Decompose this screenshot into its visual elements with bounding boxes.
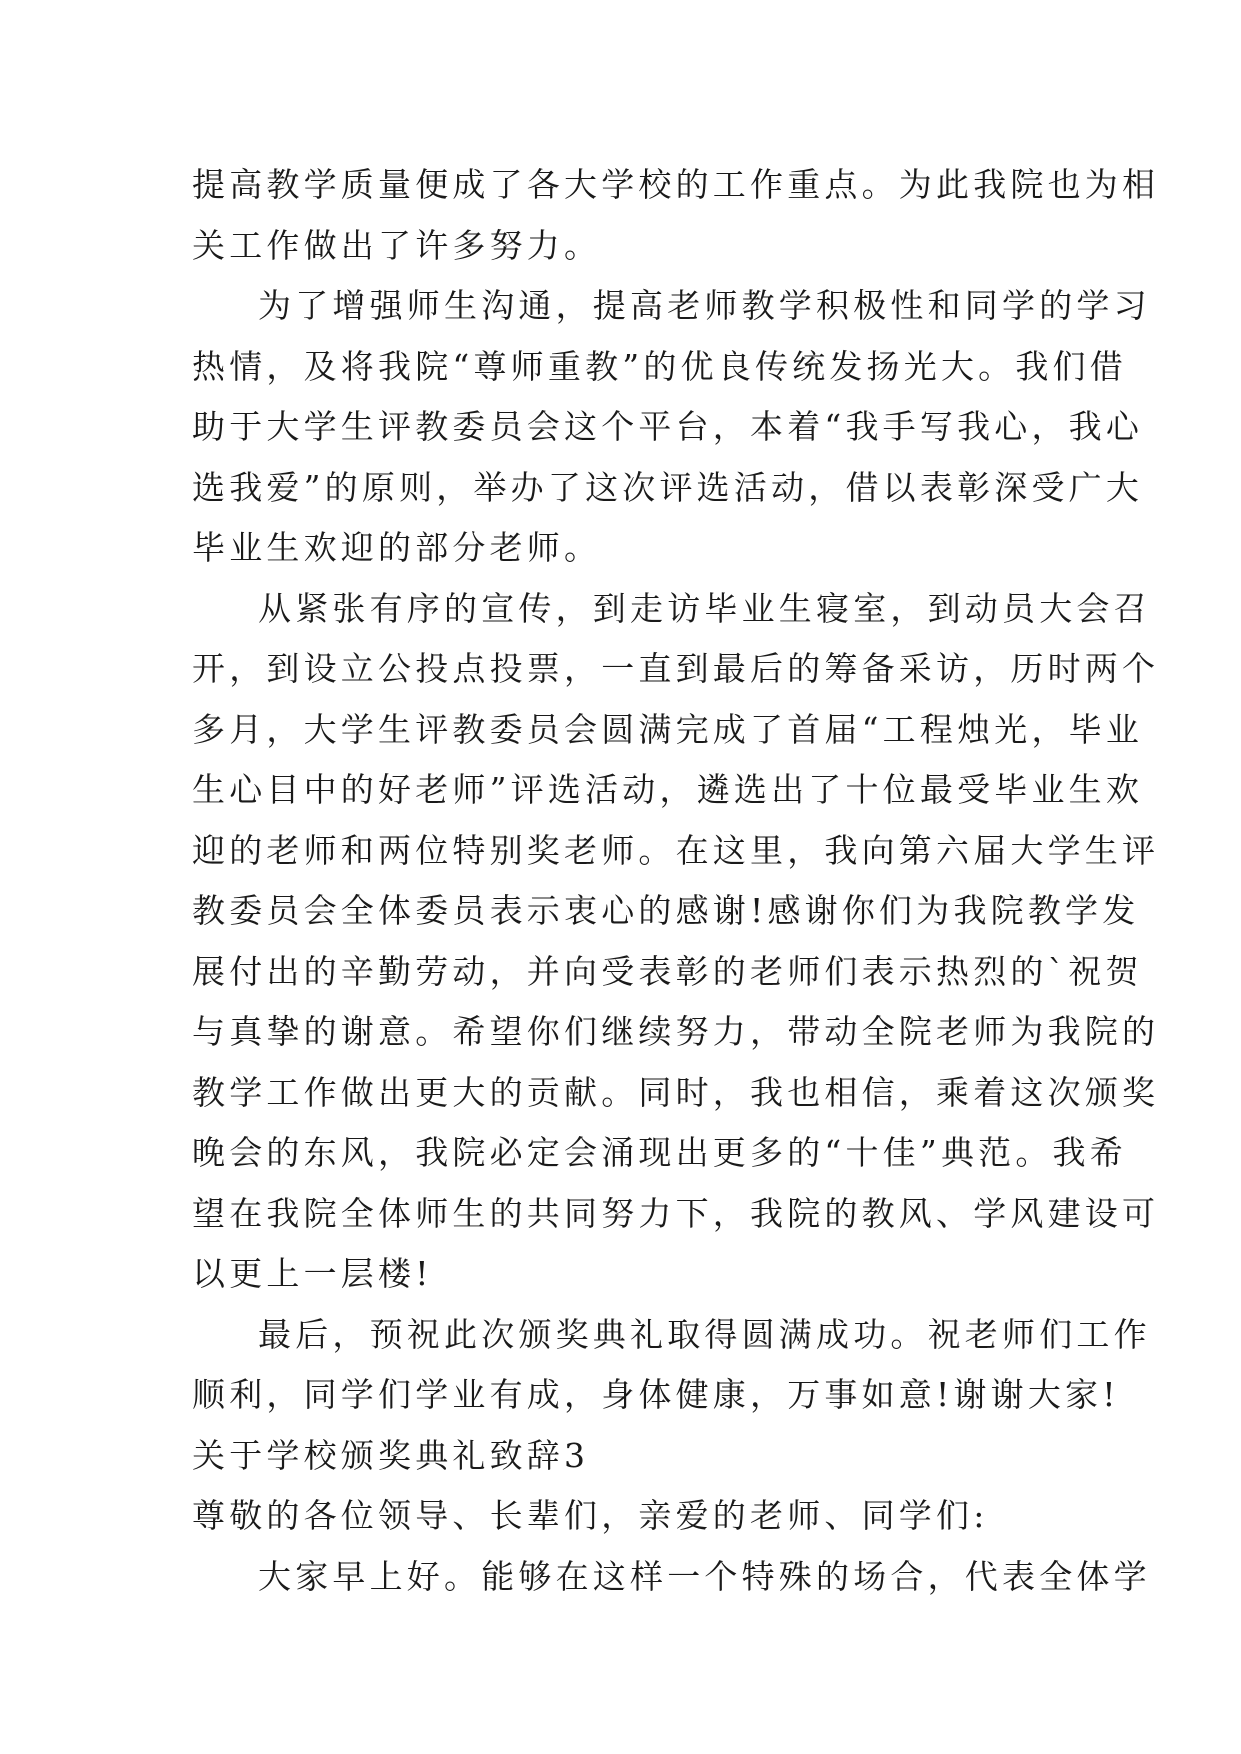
text-line: 以更上一层楼! — [192, 1254, 433, 1293]
text-line: 晚会的东风，我院必定会涌现出更多的“十佳”典范。我希 — [192, 1133, 1127, 1172]
text-line: 为了增强师生沟通，提高老师教学积极性和同学的学习 — [258, 286, 1151, 325]
text-line: 与真挚的谢意。希望你们继续努力，带动全院老师为我院的 — [192, 1012, 1160, 1051]
text-line: 助于大学生评教委员会这个平台，本着“我手写我心，我心 — [192, 407, 1144, 446]
document-page — [192, 155, 1160, 1607]
paragraph — [192, 1305, 1151, 1426]
text-line: 提高教学质量便成了各大学校的工作重点。为此我院也为相 — [192, 165, 1160, 204]
text-line: 多月，大学生评教委员会圆满完成了首届“工程烛光，毕业 — [192, 709, 1144, 749]
text-line: 大家早上好。能够在这样一个特殊的场合，代表全体学 — [258, 1556, 1151, 1596]
text-line: 尊敬的各位领导、长辈们，亲爱的老师、同学们: — [192, 1496, 989, 1535]
text-line: 教委员会全体委员表示衷心的感谢!感谢你们为我院教学发 — [192, 891, 1140, 930]
text-line: 最后，预祝此次颁奖典礼取得圆满成功。祝老师们工作 — [258, 1314, 1151, 1354]
text-line: 关工作做出了许多努力。 — [192, 225, 602, 265]
text-line: 选我爱”的原则，举办了这次评选活动，借以表彰深受广大 — [192, 467, 1144, 507]
paragraph — [192, 1547, 1151, 1608]
text-line: 迎的老师和两位特别奖老师。在这里，我向第六届大学生评 — [192, 830, 1160, 870]
paragraph — [192, 276, 1151, 579]
text-line: 从紧张有序的宣传，到走访毕业生寝室，到动员大会召 — [258, 588, 1151, 628]
text-line: 望在我院全体师生的共同努力下，我院的教风、学风建设可 — [192, 1193, 1160, 1233]
text-line: 热情，及将我院“尊师重教”的优良传统发扬光大。我们借 — [192, 346, 1127, 386]
paragraph — [192, 579, 1160, 1305]
text-line: 展付出的辛勤劳动，并向受表彰的老师们表示热烈的`祝贺 — [192, 951, 1143, 991]
text-line: 毕业生欢迎的部分老师。 — [192, 528, 602, 567]
text-line: 顺利，同学们学业有成，身体健康，万事如意!谢谢大家! — [192, 1375, 1120, 1414]
text-line: 关于学校颁奖典礼致辞3 — [192, 1435, 590, 1475]
text-line: 开，到设立公投点投票，一直到最后的筹备采访，历时两个 — [192, 649, 1160, 688]
text-line: 教学工作做出更大的贡献。同时，我也相信，乘着这次颁奖 — [192, 1072, 1160, 1112]
text-line: 生心目中的好老师”评选活动，遴选出了十位最受毕业生欢 — [192, 770, 1144, 809]
salutation — [192, 1486, 1052, 1547]
section-heading — [192, 1426, 1052, 1487]
paragraph — [192, 155, 1160, 276]
